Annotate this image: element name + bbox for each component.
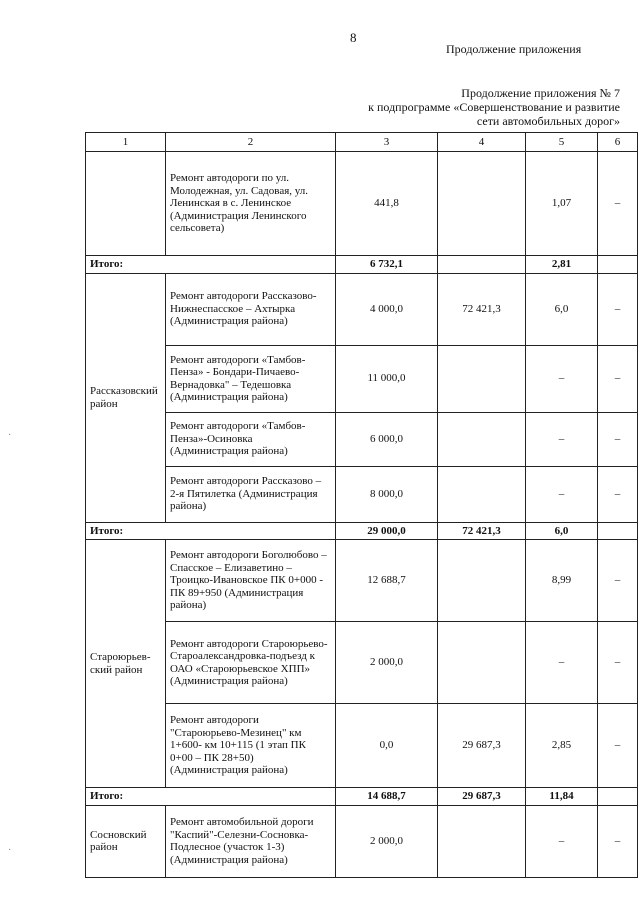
amount-cell: 72 421,3	[438, 273, 526, 345]
financing-table	[85, 132, 638, 878]
amount-cell: 4 000,0	[336, 273, 438, 345]
amount-cell: 29 687,3	[438, 704, 526, 788]
district-cell	[86, 152, 166, 256]
amount-cell: 8 000,0	[336, 466, 438, 522]
length-cell: 6,0	[526, 273, 598, 345]
length-cell: 8,99	[526, 540, 598, 622]
value-cell	[598, 256, 638, 274]
amount-cell	[438, 412, 526, 466]
object-cell: Ремонт автодороги по ул. Молодежная, ул. Садовая, ул. Ленинская в с. Ленинское (Администрация Ленинского сельсовета)	[166, 152, 336, 256]
column-number: 4	[438, 133, 526, 152]
amount-cell	[438, 466, 526, 522]
amount-cell: 441,8	[336, 152, 438, 256]
object-cell: Ремонт автодороги Боголюбово – Спасское – Елизаветино – Троицко-Ивановское ПК 0+000 - ПК 89+950 (Администрация района)	[166, 540, 336, 622]
column-number: 5	[526, 133, 598, 152]
table-row	[86, 466, 638, 522]
district-cell: Сосновский район	[86, 805, 166, 877]
amount-cell	[438, 805, 526, 877]
object-cell: Ремонт автодороги "Староюрьево-Мезинец" км 1+600- км 10+115 (1 этап ПК 0+00 – ПК 28+50) (Администрация района)	[166, 704, 336, 788]
object-cell: Ремонт автодороги Староюрьево-Староалександровка-подъезд к ОАО «Староюрьевское ХПП» (Администрация района)	[166, 622, 336, 704]
table-row	[86, 273, 638, 345]
value-cell: –	[598, 540, 638, 622]
appendix-header	[320, 86, 620, 128]
column-number: 2	[166, 133, 336, 152]
total-row	[86, 256, 638, 274]
district-cell: Староюрьев-ский район	[86, 540, 166, 788]
amount-cell: 6 000,0	[336, 412, 438, 466]
length-cell: 1,07	[526, 152, 598, 256]
length-cell: –	[526, 412, 598, 466]
value-cell: –	[598, 345, 638, 412]
length-cell: 2,81	[526, 256, 598, 274]
column-number: 3	[336, 133, 438, 152]
object-cell: Ремонт автодороги Рассказово-Нижнеспасское – Ахтырка (Администрация района)	[166, 273, 336, 345]
total-label: Итого:	[86, 522, 336, 540]
amount-cell	[438, 152, 526, 256]
amount-cell: 11 000,0	[336, 345, 438, 412]
value-cell: –	[598, 704, 638, 788]
amount-cell: 12 688,7	[336, 540, 438, 622]
length-cell: –	[526, 805, 598, 877]
table-row	[86, 152, 638, 256]
amount-cell	[438, 540, 526, 622]
total-label: Итого:	[86, 256, 336, 274]
object-cell: Ремонт автомобильной дороги "Каспий"-Селезни-Сосновка-Подлесное (участок 1-3) (Администрация района)	[166, 805, 336, 877]
value-cell: –	[598, 805, 638, 877]
page-number: 8	[350, 30, 357, 45]
value-cell: –	[598, 412, 638, 466]
column-number: 1	[86, 133, 166, 152]
amount-cell: 72 421,3	[438, 522, 526, 540]
appendix-header-line1: Продолжение приложения № 7	[461, 86, 620, 100]
object-cell: Ремонт автодороги «Тамбов-Пенза»-Осиновка (Администрация района)	[166, 412, 336, 466]
object-cell: Ремонт автодороги Рассказово – 2-я Пятилетка (Администрация района)	[166, 466, 336, 522]
length-cell: 2,85	[526, 704, 598, 788]
value-cell: –	[598, 152, 638, 256]
amount-cell	[438, 256, 526, 274]
amount-cell: 2 000,0	[336, 622, 438, 704]
object-cell: Ремонт автодороги «Тамбов-Пенза» - Бондари-Пичаево-Вернадовка" – Тедешовка (Администрация района)	[166, 345, 336, 412]
margin-mark: ·	[8, 430, 12, 441]
table-row	[86, 412, 638, 466]
amount-cell: 0,0	[336, 704, 438, 788]
total-row	[86, 522, 638, 540]
total-label: Итого:	[86, 788, 336, 806]
total-row	[86, 788, 638, 806]
appendix-header-line3: сети автомобильных дорог»	[476, 114, 620, 128]
value-cell: –	[598, 273, 638, 345]
margin-mark: ·	[8, 845, 12, 856]
amount-cell: 6 732,1	[336, 256, 438, 274]
length-cell: –	[526, 622, 598, 704]
appendix-header-line2: к подпрограмме «Совершенствование и развитие	[368, 100, 620, 114]
length-cell: –	[526, 466, 598, 522]
value-cell: –	[598, 466, 638, 522]
value-cell: –	[598, 622, 638, 704]
column-number: 6	[598, 133, 638, 152]
amount-cell: 29 687,3	[438, 788, 526, 806]
table-row	[86, 805, 638, 877]
amount-cell: 2 000,0	[336, 805, 438, 877]
amount-cell	[438, 345, 526, 412]
value-cell	[598, 522, 638, 540]
amount-cell: 14 688,7	[336, 788, 438, 806]
amount-cell	[438, 622, 526, 704]
table-row	[86, 345, 638, 412]
district-cell: Рассказовский район	[86, 273, 166, 522]
continuation-label: Продолжение приложения	[446, 42, 582, 56]
column-number-row	[86, 133, 638, 152]
table-row	[86, 704, 638, 788]
table-row	[86, 622, 638, 704]
value-cell	[598, 788, 638, 806]
amount-cell: 29 000,0	[336, 522, 438, 540]
table-row	[86, 540, 638, 622]
length-cell: 11,84	[526, 788, 598, 806]
length-cell: –	[526, 345, 598, 412]
length-cell: 6,0	[526, 522, 598, 540]
